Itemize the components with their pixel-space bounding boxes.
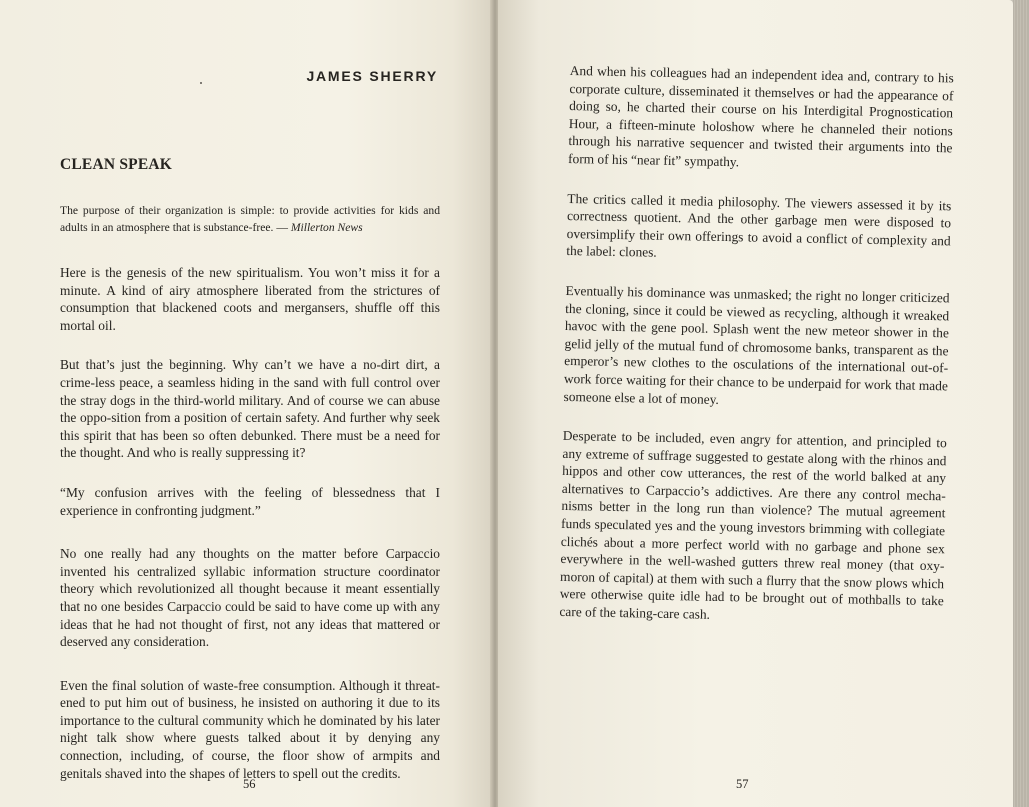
- paragraph: Here is the genesis of the new spiritualism. You won’t miss it for a minute. A kind of airy atmosphere liberated from the strictures of consumption that blackened coots and mergansers, shuffle off this mortal oil.: [60, 265, 440, 333]
- left-body: [60, 264, 440, 804]
- left-page: [0, 0, 492, 807]
- paragraph: Even the final solution of waste-free consumption. Although it threat-ened to put him out of business, he insisted on authoring it due to its importance to the cultural community which he dominated by his later night talk show where guests talked about it by denying any connection, including, of course, the floor show of armpits and genitals shaved into the shapes of letters to spell out the credits.: [60, 677, 440, 781]
- paragraph: No one really had any thoughts on the matter before Carpaccio invented his centralized syllabic information structure coordinator theory which revolutionized all thought because it meant essentially that no one besides Carpaccio could be said to have come up with any ideas that he had not thought of first, not any ideas that mattered or deserved any consideration.: [60, 546, 440, 650]
- paragraph: “My confusion arrives with the feeling of blessedness that I experience in confronting judgment.”: [60, 484, 440, 518]
- page-number: 57: [736, 777, 749, 791]
- paragraph: The critics called it media philosophy. The viewers assessed it by its correctness quotient. And the other garbage men were disposed to oversimplify their own offerings to avoid a conflict of complexity and the label: clones.: [566, 190, 952, 261]
- paragraph: Eventually his dominance was unmasked; the right no longer criticized the cloning, since it could be viewed as recycling, although it wreaked havoc with the gene pool. Splash went the new meteor shower in the gelid jelly of the mutual fund of chromosome banks, transparent as the emperor’s new clothes to the osculations of the international out-of-work force waiting for their chance to be underpaid for work that made someone else a lot of money.: [563, 282, 950, 407]
- running-head: JAMES SHERRY: [306, 68, 438, 84]
- paragraph: Desperate to be included, even angry for attention, and principled to any extreme of suffrage suggested to gestate along with the rhinos and hippos and other cow utterances, the rest of the world balked at any alternatives to Carpaccio’s addictives. Are there any control mecha-nisms better in the long run than violence? The mutual agreement funds speculated yes and the young investors brimming with collegiate clichés about a more perfect world with no garbage and phone sex everywhere in the well-washed gutters threw real money (that oxy-moron of capital) at them with such a flurry that the snow plows which were otherwise quite idle had to be brought out of mothballs to take care of the taking-care cash.: [559, 428, 947, 622]
- epigraph-source: Millerton News: [290, 221, 363, 234]
- right-page: [498, 0, 1013, 807]
- right-body: [559, 62, 954, 650]
- paragraph: And when his colleagues had an independent idea and, contrary to his corporate culture, disseminated it themselves or had the appearance of doing so, he charted their course on his Interdigital Prognostication Hour, a fifteen-minute holoshow where he channeled their notions through his narrative sequencer and twisted their arguments into the form of his “near fit” sympathy.: [568, 62, 954, 170]
- epigraph-text: The purpose of their organization is simple: to provide activities for kids and adults in an atmosphere that is substance-free. —: [60, 204, 440, 234]
- paragraph: But that’s just the beginning. Why can’t we have a no-dirt dirt, a crime-less peace, a seamless hiding in the sand with full control over the stray dogs in the third-world military. And of course we can abuse the oppo-sition from a position of certain safety. And further why seek this spirit that has been so often debunked. There must be a need for the thought. And who is really suppressing it?: [60, 357, 440, 461]
- poem-title: CLEAN SPEAK: [60, 156, 173, 173]
- page-speck: [200, 82, 202, 84]
- epigraph: [60, 202, 440, 236]
- page-edges: [1013, 0, 1029, 807]
- page-number: 56: [243, 777, 256, 791]
